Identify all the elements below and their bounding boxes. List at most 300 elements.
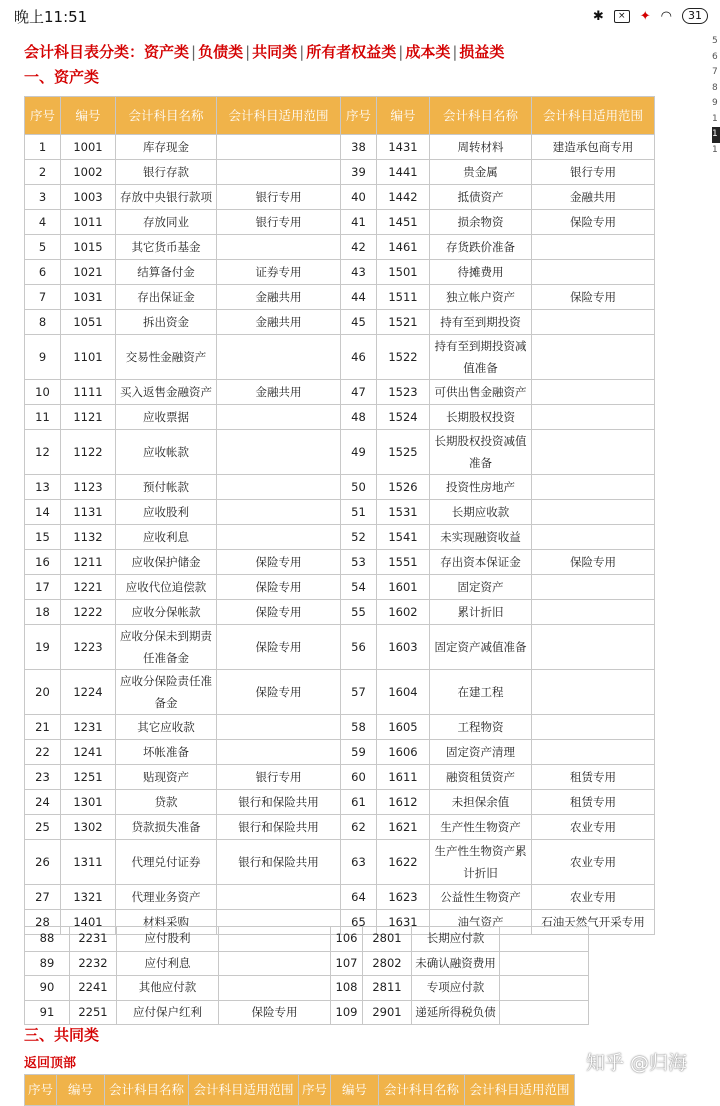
table-cell: 存出资本保证金	[430, 550, 532, 575]
table-cell: 存货跌价准备	[430, 235, 532, 260]
table-cell: 45	[341, 310, 377, 335]
table-cell	[217, 160, 341, 185]
table-cell: 1321	[61, 885, 116, 910]
table-cell: 5	[25, 235, 61, 260]
table-cell: 1612	[377, 790, 430, 815]
table-cell: 农业专用	[532, 840, 655, 885]
table-cell: 15	[25, 525, 61, 550]
status-icons	[593, 8, 708, 24]
table-cell: 应收利息	[116, 525, 217, 550]
table-cell: 长期股权投资减值准备	[430, 430, 532, 475]
table-cell: 1604	[377, 670, 430, 715]
table-cell: 生产性生物资产	[430, 815, 532, 840]
link-liabilities[interactable]: 负债类	[198, 43, 244, 61]
table-cell: 农业专用	[532, 815, 655, 840]
table-cell: 14	[25, 500, 61, 525]
table-cell: 1031	[61, 285, 116, 310]
table-cell: 持有至到期投资	[430, 310, 532, 335]
table-cell: 1526	[377, 475, 430, 500]
table-cell	[500, 976, 589, 1001]
col-header: 会计科目名称	[116, 97, 217, 135]
common-table	[24, 1074, 575, 1106]
table-cell: 1132	[61, 525, 116, 550]
table-cell: 11	[25, 405, 61, 430]
table-cell: 6	[25, 260, 61, 285]
table-row	[25, 885, 655, 910]
table-cell	[217, 475, 341, 500]
table-cell: 贷款损失准备	[116, 815, 217, 840]
link-profit-loss[interactable]: 损益类	[459, 43, 505, 61]
table-cell: 1622	[377, 840, 430, 885]
table-cell: 1251	[61, 765, 116, 790]
table-cell: 1121	[61, 405, 116, 430]
table-cell	[217, 500, 341, 525]
table-cell: 1011	[61, 210, 116, 235]
table-cell: 1551	[377, 550, 430, 575]
table-cell	[217, 235, 341, 260]
table-cell: 22	[25, 740, 61, 765]
category-heading: 会计科目表分类：资产类 | 负债类 | 共同类 | 所有者权益类 | 成本类 | 损益类	[24, 43, 505, 61]
table-cell: 1461	[377, 235, 430, 260]
table-cell: 24	[25, 790, 61, 815]
table-cell: 保险专用	[532, 210, 655, 235]
table-cell	[532, 405, 655, 430]
table-cell	[532, 715, 655, 740]
liabilities-table	[24, 926, 589, 1025]
table-cell: 1442	[377, 185, 430, 210]
table-cell: 63	[341, 840, 377, 885]
table-cell: 1222	[61, 600, 116, 625]
table-cell: 91	[25, 1000, 70, 1025]
table-cell: 39	[341, 160, 377, 185]
table-cell: 金融共用	[217, 310, 341, 335]
table-cell: 1	[25, 135, 61, 160]
table-cell: 49	[341, 430, 377, 475]
table-cell	[219, 927, 331, 952]
table-cell	[217, 740, 341, 765]
table-cell: 待摊费用	[430, 260, 532, 285]
table-cell: 结算备付金	[116, 260, 217, 285]
table-cell: 46	[341, 335, 377, 380]
bluetooth-icon: ✱	[592, 8, 604, 24]
col-header: 会计科目名称	[379, 1075, 465, 1106]
table-cell: 52	[341, 525, 377, 550]
table-cell: 1541	[377, 525, 430, 550]
table-cell: 41	[341, 210, 377, 235]
table-cell: 2251	[70, 1000, 117, 1025]
table-cell: 47	[341, 380, 377, 405]
table-cell: 代理兑付证券	[116, 840, 217, 885]
table-cell: 12	[25, 430, 61, 475]
table-row	[25, 575, 655, 600]
table-cell: 应收股利	[116, 500, 217, 525]
table-cell: 2232	[70, 951, 117, 976]
table-cell: 银行专用	[217, 210, 341, 235]
table-cell: 13	[25, 475, 61, 500]
col-header: 序号	[341, 97, 377, 135]
table-cell	[532, 625, 655, 670]
table-cell: 油气资产	[430, 910, 532, 935]
table-cell: 1123	[61, 475, 116, 500]
table-cell: 1611	[377, 765, 430, 790]
table-cell: 61	[341, 790, 377, 815]
table-cell: 65	[341, 910, 377, 935]
zhihu-watermark: 知乎 @归海	[586, 1052, 688, 1074]
table-row	[25, 951, 589, 976]
table-cell: 26	[25, 840, 61, 885]
table-cell: 2241	[70, 976, 117, 1001]
table-cell: 60	[341, 765, 377, 790]
table-row	[25, 765, 655, 790]
table-cell	[500, 951, 589, 976]
table-cell: 20	[25, 670, 61, 715]
table-cell	[532, 235, 655, 260]
table-cell: 应付利息	[117, 951, 219, 976]
table-cell: 1015	[61, 235, 116, 260]
table-cell: 贷款	[116, 790, 217, 815]
col-header: 会计科目适用范围	[465, 1075, 575, 1106]
col-header: 会计科目适用范围	[217, 97, 341, 135]
table-row	[25, 670, 655, 715]
table-row	[25, 475, 655, 500]
table-cell: 58	[341, 715, 377, 740]
table-cell: 23	[25, 765, 61, 790]
table-cell: 1051	[61, 310, 116, 335]
table-cell: 递延所得税负债	[412, 1000, 500, 1025]
table-cell: 融资租赁资产	[430, 765, 532, 790]
table-cell: 1602	[377, 600, 430, 625]
table-cell	[532, 335, 655, 380]
col-header: 编号	[331, 1075, 379, 1106]
table-cell	[532, 475, 655, 500]
table-cell: 专项应付款	[412, 976, 500, 1001]
table-cell: 金融共用	[217, 285, 341, 310]
table-cell: 38	[341, 135, 377, 160]
table-cell: 其他应付款	[117, 976, 219, 1001]
table-cell: 保险专用	[532, 285, 655, 310]
table-cell: 48	[341, 405, 377, 430]
table-row	[25, 815, 655, 840]
col-header: 序号	[25, 1075, 57, 1106]
table-cell	[532, 500, 655, 525]
link-assets[interactable]: 资产类	[144, 43, 190, 61]
table-cell: 1302	[61, 815, 116, 840]
table-cell: 农业专用	[532, 885, 655, 910]
table-row	[25, 525, 655, 550]
table-cell: 固定资产	[430, 575, 532, 600]
table-cell: 材料采购	[116, 910, 217, 935]
table-cell: 1605	[377, 715, 430, 740]
table-cell: 62	[341, 815, 377, 840]
table-cell: 1101	[61, 335, 116, 380]
table-cell: 租赁专用	[532, 765, 655, 790]
table-cell: 1601	[377, 575, 430, 600]
table-cell: 独立帐户资产	[430, 285, 532, 310]
table-row	[25, 335, 655, 380]
table-row	[25, 790, 655, 815]
table-cell: 1301	[61, 790, 116, 815]
table-cell: 未实现融资收益	[430, 525, 532, 550]
table-cell: 55	[341, 600, 377, 625]
table-row	[25, 260, 655, 285]
table-cell: 应付股利	[117, 927, 219, 952]
table-cell: 未确认融资费用	[412, 951, 500, 976]
table-cell: 贴现资产	[116, 765, 217, 790]
table-cell: 1111	[61, 380, 116, 405]
table-cell: 106	[331, 927, 363, 952]
table-cell: 1522	[377, 335, 430, 380]
link-common[interactable]: 共同类	[252, 43, 298, 61]
status-time: 晚上11:51	[14, 7, 88, 26]
table-cell: 42	[341, 235, 377, 260]
table-cell: 应收分保帐款	[116, 600, 217, 625]
table-cell: 保险专用	[219, 1000, 331, 1025]
table-row	[25, 380, 655, 405]
table-cell	[532, 575, 655, 600]
table-cell: 1211	[61, 550, 116, 575]
table-cell: 21	[25, 715, 61, 740]
heading-title: 会计科目表分类：	[24, 43, 145, 61]
table-row	[25, 740, 655, 765]
table-cell: 可供出售金融资产	[430, 380, 532, 405]
table-cell: 应收分保未到期责任准备金	[116, 625, 217, 670]
table-cell: 54	[341, 575, 377, 600]
table-cell	[217, 430, 341, 475]
table-cell: 金融共用	[217, 380, 341, 405]
table-cell	[532, 670, 655, 715]
table-cell: 银行和保险共用	[217, 840, 341, 885]
table-cell	[532, 310, 655, 335]
table-cell: 64	[341, 885, 377, 910]
table-cell: 应收保护储金	[116, 550, 217, 575]
table-cell: 保险专用	[217, 670, 341, 715]
table-cell: 1521	[377, 310, 430, 335]
section-title-common: 三、共同类	[24, 1026, 100, 1044]
table-cell: 2801	[363, 927, 412, 952]
table-cell: 交易性金融资产	[116, 335, 217, 380]
table-cell	[217, 525, 341, 550]
back-to-top-link[interactable]: 返回顶部	[24, 1056, 77, 1071]
table-cell	[532, 740, 655, 765]
table-row	[25, 625, 655, 670]
table-cell: 存出保证金	[116, 285, 217, 310]
link-equity[interactable]: 所有者权益类	[306, 43, 397, 61]
table-cell: 1311	[61, 840, 116, 885]
col-header: 编号	[377, 97, 430, 135]
table-row	[25, 1000, 589, 1025]
table-cell: 1224	[61, 670, 116, 715]
table-row	[25, 405, 655, 430]
table-cell: 库存现金	[116, 135, 217, 160]
table-cell: 抵债资产	[430, 185, 532, 210]
col-header: 编号	[57, 1075, 105, 1106]
link-cost[interactable]: 成本类	[405, 43, 451, 61]
table-row	[25, 927, 589, 952]
table-cell	[532, 525, 655, 550]
table-cell: 证券专用	[217, 260, 341, 285]
right-edge-overflow: 5 6 7 8 9 1 1 1	[712, 34, 720, 158]
table-cell: 长期股权投资	[430, 405, 532, 430]
table-cell: 应付保户红利	[117, 1000, 219, 1025]
table-cell: 应收票据	[116, 405, 217, 430]
table-cell: 50	[341, 475, 377, 500]
table-cell: 3	[25, 185, 61, 210]
col-header: 编号	[61, 97, 116, 135]
table-cell: 7	[25, 285, 61, 310]
table-cell: 未担保余值	[430, 790, 532, 815]
sim-icon: ×	[614, 10, 630, 23]
table-cell: 1631	[377, 910, 430, 935]
table-row	[25, 550, 655, 575]
table-cell: 56	[341, 625, 377, 670]
table-cell: 固定资产减值准备	[430, 625, 532, 670]
table-cell: 25	[25, 815, 61, 840]
table-cell: 1122	[61, 430, 116, 475]
table-cell: 1001	[61, 135, 116, 160]
table-cell: 生产性生物资产累计折旧	[430, 840, 532, 885]
table-cell: 1523	[377, 380, 430, 405]
table-cell	[532, 600, 655, 625]
table-cell: 固定资产清理	[430, 740, 532, 765]
table-cell: 2	[25, 160, 61, 185]
table-cell: 43	[341, 260, 377, 285]
table-cell: 银行专用	[532, 160, 655, 185]
table-cell: 银行和保险共用	[217, 815, 341, 840]
table-cell	[217, 335, 341, 380]
table-cell: 应收代位追偿款	[116, 575, 217, 600]
table-cell: 1002	[61, 160, 116, 185]
table-cell: 89	[25, 951, 70, 976]
status-bar	[0, 0, 720, 32]
table-cell	[217, 135, 341, 160]
table-cell: 损余物资	[430, 210, 532, 235]
table-cell: 银行和保险共用	[217, 790, 341, 815]
table-cell: 1003	[61, 185, 116, 210]
col-header: 会计科目名称	[105, 1075, 189, 1106]
table-cell: 投资性房地产	[430, 475, 532, 500]
table-cell: 应收分保险责任准备金	[116, 670, 217, 715]
table-cell: 保险专用	[532, 550, 655, 575]
table-cell: 工程物资	[430, 715, 532, 740]
table-cell: 金融共用	[532, 185, 655, 210]
table-cell: 银行存款	[116, 160, 217, 185]
table-cell: 1241	[61, 740, 116, 765]
table-cell: 57	[341, 670, 377, 715]
table-cell: 9	[25, 335, 61, 380]
table-cell	[219, 976, 331, 1001]
table-row	[25, 160, 655, 185]
table-cell: 1223	[61, 625, 116, 670]
table-cell: 109	[331, 1000, 363, 1025]
table-cell: 1501	[377, 260, 430, 285]
table-cell: 存放中央银行款项	[116, 185, 217, 210]
table-cell: 8	[25, 310, 61, 335]
table-cell: 1401	[61, 910, 116, 935]
table-cell: 1524	[377, 405, 430, 430]
table-cell	[500, 927, 589, 952]
table-cell: 108	[331, 976, 363, 1001]
table-row	[25, 235, 655, 260]
common-header-row	[25, 1075, 575, 1106]
table-row	[25, 715, 655, 740]
table-cell: 40	[341, 185, 377, 210]
table-cell: 在建工程	[430, 670, 532, 715]
table-cell: 公益性生物资产	[430, 885, 532, 910]
table-cell: 2231	[70, 927, 117, 952]
table-cell: 4	[25, 210, 61, 235]
table-cell: 1525	[377, 430, 430, 475]
table-cell: 107	[331, 951, 363, 976]
table-cell: 应收帐款	[116, 430, 217, 475]
col-header: 序号	[25, 97, 61, 135]
table-cell: 建造承包商专用	[532, 135, 655, 160]
table-cell: 银行专用	[217, 765, 341, 790]
table-cell	[219, 951, 331, 976]
table-cell: 28	[25, 910, 61, 935]
table-row	[25, 840, 655, 885]
table-cell: 2901	[363, 1000, 412, 1025]
table-cell: 长期应收款	[430, 500, 532, 525]
table-cell: 拆出资金	[116, 310, 217, 335]
table-cell: 保险专用	[217, 550, 341, 575]
col-header: 会计科目适用范围	[189, 1075, 299, 1106]
table-cell: 19	[25, 625, 61, 670]
table-cell: 1531	[377, 500, 430, 525]
section-title-assets: 一、资产类	[24, 68, 100, 86]
table-cell: 1431	[377, 135, 430, 160]
col-header: 会计科目适用范围	[532, 97, 655, 135]
table-cell: 持有至到期投资减值准备	[430, 335, 532, 380]
table-row	[25, 310, 655, 335]
table-row	[25, 600, 655, 625]
assets-header-row	[25, 97, 655, 135]
table-cell: 保险专用	[217, 600, 341, 625]
table-cell	[217, 715, 341, 740]
table-cell: 2811	[363, 976, 412, 1001]
table-cell: 1511	[377, 285, 430, 310]
table-cell: 1603	[377, 625, 430, 670]
table-cell	[217, 405, 341, 430]
table-cell: 16	[25, 550, 61, 575]
table-cell: 其它应收款	[116, 715, 217, 740]
table-cell: 1606	[377, 740, 430, 765]
table-cell: 1623	[377, 885, 430, 910]
table-cell: 27	[25, 885, 61, 910]
table-cell: 1021	[61, 260, 116, 285]
table-cell: 51	[341, 500, 377, 525]
table-cell: 存放同业	[116, 210, 217, 235]
table-cell	[500, 1000, 589, 1025]
table-cell: 90	[25, 976, 70, 1001]
table-cell: 其它货币基金	[116, 235, 217, 260]
table-cell: 银行专用	[217, 185, 341, 210]
table-cell: 88	[25, 927, 70, 952]
col-header: 会计科目名称	[430, 97, 532, 135]
wifi-icon: ◠	[660, 8, 672, 24]
table-cell: 10	[25, 380, 61, 405]
col-header: 序号	[299, 1075, 331, 1106]
table-row	[25, 185, 655, 210]
table-cell: 2802	[363, 951, 412, 976]
table-cell: 59	[341, 740, 377, 765]
table-row	[25, 285, 655, 310]
table-cell: 1621	[377, 815, 430, 840]
table-row	[25, 430, 655, 475]
table-cell: 坏帐准备	[116, 740, 217, 765]
table-cell: 1231	[61, 715, 116, 740]
table-cell: 保险专用	[217, 625, 341, 670]
table-cell: 保险专用	[217, 575, 341, 600]
